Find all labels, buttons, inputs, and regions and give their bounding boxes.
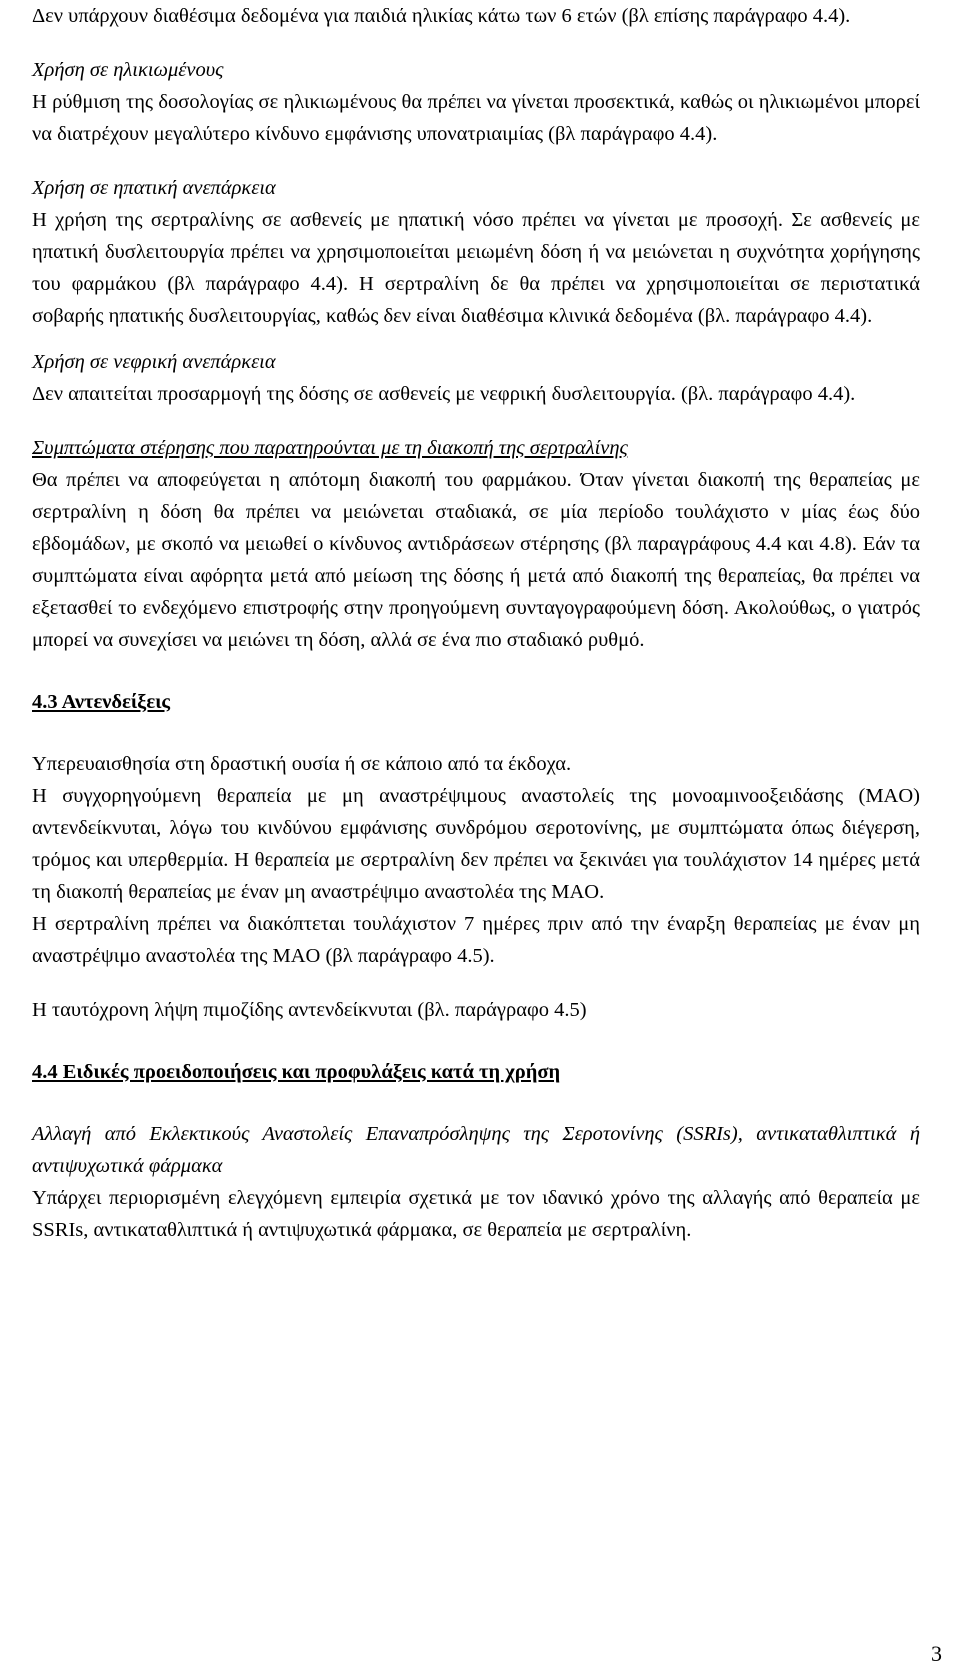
document-page	[32, 0, 920, 1246]
ssri-switch-title: Αλλαγή από Εκλεκτικούς Αναστολείς Επαναπρόσληψης της Σεροτονίνης (SSRIs), αντικαταθλιπτικά ή αντιψυχωτικά φάρμακα	[32, 1123, 920, 1177]
ssri-switch-paragraph: Υπάρχει περιορισμένη ελεγχόμενη εμπειρία σχετικά με τον ιδανικό χρόνο της αλλαγής από θεραπεία με SSRIs, αντικαταθλιπτικά ή αντιψυχωτικά φάρμακα, σε θεραπεία με σερτραλίνη.	[32, 1187, 920, 1241]
renal-title: Χρήση σε νεφρική ανεπάρκεια	[32, 351, 276, 373]
contraindications-p3: Η σερτραλίνη πρέπει να διακόπτεται τουλάχιστον 7 ημέρες πριν από την έναρξη θεραπείας με έναν μη αναστρέψιμο αναστολέα της MAO (βλ παράγραφο 4.5).	[32, 913, 920, 967]
withdrawal-title: Συμπτώματα στέρησης που παρατηρούνται με τη διακοπή της σερτραλίνης	[32, 437, 628, 459]
elderly-title: Χρήση σε ηλικιωμένους	[32, 59, 224, 81]
withdrawal-paragraph: Θα πρέπει να αποφεύγεται η απότομη διακοπή του φαρμάκου. Όταν γίνεται διακοπή της θεραπείας με σερτραλίνη η δόση θα πρέπει να μειώνεται σταδιακά, σε μία περίοδο τουλάχιστο ν μίας έως δύο εβδομάδων, με σκοπό να μειωθεί ο κίνδυνος αντιδράσεων στέρησης (βλ παραγράφους 4.4 και 4.8). Εάν τα συμπτώματα είναι αφόρητα μετά από μείωση της δόσης ή μετά από διακοπή της θεραπείας, θα πρέπει να εξετασθεί το ενδεχόμενο επιστροφής στην προηγούμενη συνταγογραφούμενη δόση. Ακολούθως, ο γιατρός μπορεί να συνεχίσει να μειώνει τη δόση, αλλά σε ένα πιο σταδιακό ρυθμό.	[32, 469, 920, 651]
renal-paragraph: Δεν απαιτείται προσαρμογή της δόσης σε ασθενείς με νεφρική δυσλειτουργία. (βλ. παράγραφο 4.4).	[32, 383, 856, 405]
contraindications-p4: Η ταυτόχρονη λήψη πιμοζίδης αντενδείκνυται (βλ. παράγραφο 4.5)	[32, 999, 587, 1021]
page-number: 3	[931, 1641, 942, 1666]
warnings-heading: 4.4 Ειδικές προειδοποιήσεις και προφυλάξεις κατά τη χρήση	[32, 1061, 561, 1083]
hepatic-title: Χρήση σε ηπατική ανεπάρκεια	[32, 177, 276, 199]
children-paragraph: Δεν υπάρχουν διαθέσιμα δεδομένα για παιδιά ηλικίας κάτω των 6 ετών (βλ επίσης παράγραφο 4.4).	[32, 5, 851, 27]
elderly-paragraph: Η ρύθμιση της δοσολογίας σε ηλικιωμένους θα πρέπει να γίνεται προσεκτικά, καθώς οι ηλικιωμένοι μπορεί να διατρέχουν μεγαλύτερο κίνδυνο εμφάνισης υπονατριαιμίας (βλ παράγραφο 4.4).	[32, 91, 920, 145]
contraindications-heading: 4.3 Αντενδείξεις	[32, 691, 171, 713]
contraindications-p1: Υπερευαισθησία στη δραστική ουσία ή σε κάποιο από τα έκδοχα.	[32, 753, 572, 775]
hepatic-paragraph: Η χρήση της σερτραλίνης σε ασθενείς με ηπατική νόσο πρέπει να γίνεται με προσοχή. Σε ασθενείς με ηπατική δυσλειτουργία πρέπει να χρησιμοποιείται μειωμένη δόση ή να μειώνεται η συχνότητα χορήγησης του φαρμάκου (βλ παράγραφο 4.4). Η σερτραλίνη δε θα πρέπει να χρησιμοποιείται σε περιστατικά σοβαρής ηπατικής δυσλειτουργίας, καθώς δεν είναι διαθέσιμα κλινικά δεδομένα (βλ. παράγραφο 4.4).	[32, 209, 920, 327]
contraindications-p2: Η συγχορηγούμενη θεραπεία με μη αναστρέψιμους αναστολείς της μονοαμινοοξειδάσης (MAO) αντενδείκνυται, λόγω του κινδύνου εμφάνισης συνδρόμου σεροτονίνης, με συμπτώματα όπως διέγερση, τρόμος και υπερθερμία. Η θεραπεία με σερτραλίνη δεν πρέπει να ξεκινάει για τουλάχιστον 14 ημέρες μετά τη διακοπή θεραπείας με έναν μη αναστρέψιμο αναστολέα της MAO.	[32, 785, 920, 903]
